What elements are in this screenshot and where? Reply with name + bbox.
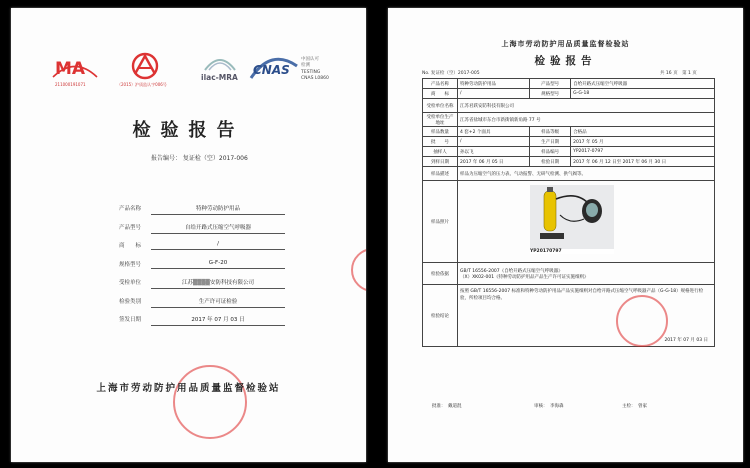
inspection-table bbox=[422, 78, 715, 347]
table-row bbox=[423, 167, 715, 181]
table-row bbox=[423, 285, 715, 347]
cnas-en-text: TESTING bbox=[301, 70, 321, 75]
field-label: 签发日期 bbox=[118, 317, 141, 323]
basis-line-1: GB/T 16556-2007《自给开路式压缩空气呼吸器》 bbox=[460, 268, 563, 274]
conclusion-cell bbox=[458, 285, 715, 347]
red-seal-stamp bbox=[173, 365, 247, 439]
detail-title: 检验报告 bbox=[534, 55, 597, 67]
basis-line-2: （X）XK02-001《特种劳动防护用品产品生产许可证实施细则》 bbox=[460, 274, 589, 280]
field-value: 自给开路式压缩空气呼吸器 bbox=[151, 223, 285, 234]
detail-page-info: 共 16 页 第 1 页 bbox=[660, 71, 697, 76]
cma-code: 211000191071 bbox=[55, 82, 86, 87]
report-number: 报告编号： 复证检（空）2017-006 bbox=[151, 155, 248, 162]
table-cell: 2017 年 06 月 05 日 bbox=[458, 157, 530, 167]
table-cell: G-G-18 bbox=[571, 89, 715, 99]
main-inspector-label: 主检： bbox=[622, 404, 636, 409]
table-cell: 抽样人 bbox=[423, 147, 458, 157]
table-row bbox=[423, 89, 715, 99]
table-cell: 江苏省盐城市东台市新街镇新角路 77 号 bbox=[458, 113, 715, 127]
red-seal-stamp bbox=[616, 295, 668, 347]
field-value: 江苏▒▒▒▒安防科技有限公司 bbox=[151, 278, 285, 289]
table-cell: 样品编号 bbox=[530, 147, 571, 157]
photo-caption: YP20170797 bbox=[530, 249, 614, 254]
cnas-logo bbox=[249, 52, 341, 90]
sample-photo bbox=[530, 185, 614, 257]
review-name: 李海森 bbox=[550, 404, 564, 409]
table-cell: 合格品 bbox=[571, 127, 715, 137]
ilac-mra-logo bbox=[199, 52, 241, 90]
sample-photo-cell bbox=[458, 181, 715, 263]
table-cell: 江苏君跃安防科技有限公司 bbox=[458, 99, 715, 113]
table-cell: / bbox=[458, 137, 530, 147]
table-cell: 特种劳动防护用品 bbox=[458, 79, 530, 89]
table-cell: 自给开路式压缩空气呼吸器 bbox=[571, 79, 715, 89]
field-label: 受检单位 bbox=[118, 280, 141, 286]
field-label: 产品名称 bbox=[118, 206, 141, 212]
field-value: 特种劳动防护用品 bbox=[151, 204, 285, 215]
report-fields bbox=[99, 201, 299, 331]
table-row bbox=[423, 113, 715, 127]
review-label: 审核： bbox=[534, 404, 548, 409]
table-cell: YP2017-0797 bbox=[571, 147, 715, 157]
table-cell: 样品描述 bbox=[423, 167, 458, 181]
table-cell bbox=[458, 263, 715, 285]
table-cell: 受检单位生产地址 bbox=[423, 113, 458, 127]
certification-logos bbox=[51, 52, 341, 92]
table-cell: 到样日期 bbox=[423, 157, 458, 167]
table-row bbox=[423, 79, 715, 89]
cal-logo bbox=[117, 52, 167, 87]
table-cell: 样品数量 bbox=[423, 127, 458, 137]
cal-code: （2015）沪质监认字006号 bbox=[117, 82, 167, 87]
report-title: 检验报告 bbox=[132, 120, 245, 141]
table-cell: 商 标 bbox=[423, 89, 458, 99]
cnas-cn2-text: 检测 bbox=[301, 63, 310, 68]
field-row bbox=[99, 257, 299, 276]
table-cell: 样品等级 bbox=[530, 127, 571, 137]
table-row bbox=[423, 99, 715, 113]
table-cell: 检验日期 bbox=[530, 157, 571, 167]
table-cell: 产品型号 bbox=[530, 79, 571, 89]
cma-logo bbox=[51, 52, 99, 86]
detail-header-org: 上海市劳动防护用品质量监督检验站 bbox=[501, 39, 630, 48]
cnas-cn-text: 中国认可 bbox=[301, 57, 319, 62]
table-cell: 样品照片 bbox=[423, 181, 458, 263]
table-cell: 孙以飞 bbox=[458, 147, 530, 157]
detail-report-number: No. 复证检（空）2017-005 bbox=[422, 71, 480, 76]
table-row bbox=[423, 127, 715, 137]
report-cover-page bbox=[11, 8, 366, 462]
table-cell: 产品名称 bbox=[423, 79, 458, 89]
field-label: 检验类别 bbox=[118, 298, 141, 305]
field-value: 生产许可证检验 bbox=[151, 297, 285, 308]
issuing-organization: 上海市劳动防护用品质量监督检验站 bbox=[96, 383, 281, 394]
table-row bbox=[423, 181, 715, 263]
field-row bbox=[99, 275, 299, 294]
conclusion-text: 按照 GB/T 16556-2007 标准和特种劳动防护用品产品实施细则对自给开路式压缩空气呼吸器产品（G-G-18）规格进行检验，所检项目均合格。 bbox=[460, 289, 704, 301]
table-cell: 4 套+2 个面具 bbox=[458, 127, 530, 137]
field-value: G-F-20 bbox=[151, 260, 285, 269]
field-row bbox=[99, 294, 299, 313]
field-value: 2017 年 07 月 03 日 bbox=[151, 315, 285, 326]
table-row bbox=[423, 147, 715, 157]
table-row bbox=[423, 157, 715, 167]
field-row bbox=[99, 238, 299, 257]
cnas-code-text: CNAS L0860 bbox=[301, 76, 329, 81]
table-cell: 规格型号 bbox=[530, 89, 571, 99]
field-value: / bbox=[151, 241, 285, 250]
field-label: 规格型号 bbox=[118, 261, 141, 268]
table-cell: 检验依据 bbox=[423, 263, 458, 285]
field-row bbox=[99, 201, 299, 220]
conclusion-date: 2017 年 07 月 03 日 bbox=[664, 338, 708, 343]
report-detail-page bbox=[388, 8, 743, 462]
table-cell: 批 号 bbox=[423, 137, 458, 147]
table-cell: 2017 年 06 月 12 日至 2017 年 06 月 30 日 bbox=[571, 157, 715, 167]
main-inspector-name: 曾家 bbox=[638, 404, 647, 409]
table-cell: 检验结论 bbox=[423, 285, 458, 347]
approve-name: 戴道混 bbox=[448, 404, 462, 409]
cma-logo-text: MA bbox=[55, 59, 86, 79]
field-row bbox=[99, 220, 299, 239]
table-cell: 生产日期 bbox=[530, 137, 571, 147]
field-label: 产品型号 bbox=[118, 224, 141, 231]
table-row bbox=[423, 263, 715, 285]
ilac-logo-text: ilac-MRA bbox=[201, 73, 238, 82]
table-cell: 受检单位名称 bbox=[423, 99, 458, 113]
approve-label: 批准： bbox=[432, 404, 446, 409]
table-cell: 样品为压缩空气的压力表、气动报警、无研气检测、供气阀等。 bbox=[458, 167, 715, 181]
cnas-logo-text: CNAS bbox=[253, 63, 290, 77]
field-label: 商 标 bbox=[118, 243, 141, 249]
field-row bbox=[99, 312, 299, 331]
table-cell: / bbox=[458, 89, 530, 99]
table-row bbox=[423, 137, 715, 147]
edge-seal-stamp bbox=[351, 248, 366, 292]
table-cell: 2017 年 05 月 bbox=[571, 137, 715, 147]
